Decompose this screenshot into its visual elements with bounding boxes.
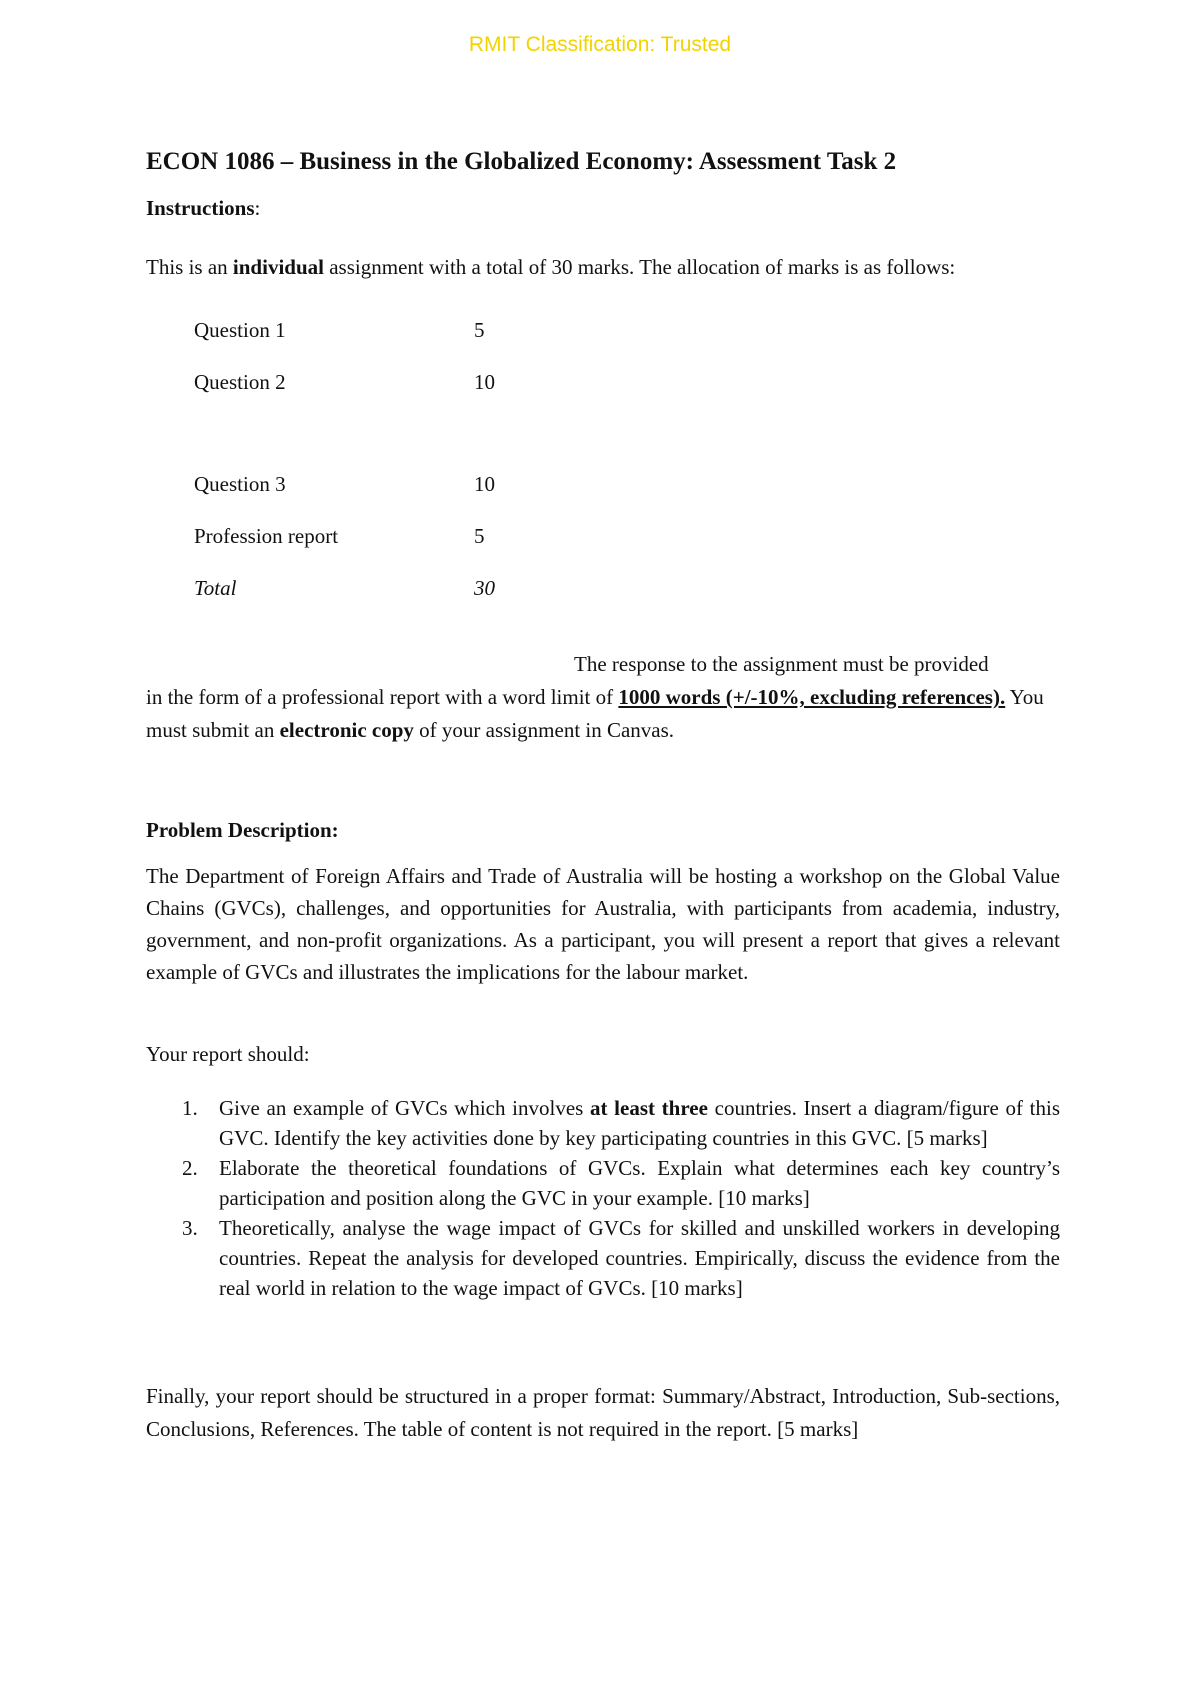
response-text-1: in the form of a professional report with a word limit of: [146, 685, 619, 709]
response-line-1: The response to the assignment must be provided: [574, 652, 989, 676]
document-title: ECON 1086 – Business in the Globalized Economy: Assessment Task 2: [146, 148, 897, 175]
marks-row-label: Question 3: [194, 472, 286, 496]
list-item: [146, 1213, 1060, 1303]
instructions-intro: [146, 252, 1060, 282]
word-limit-text: 1000 words (+/-10%, excluding references).: [618, 685, 1006, 709]
electronic-copy-text: electronic copy: [279, 718, 414, 742]
intro-text-post: assignment with a total of 30 marks. The allocation of marks is as follows:: [323, 255, 956, 279]
marks-row-label: Question 2: [194, 370, 286, 394]
list-item-text: Elaborate the theoretical foundations of GVCs. Explain what determines each key country’s participation and position along the GVC in your example. [10 marks]: [219, 1156, 1060, 1210]
marks-row-value: 10: [474, 370, 495, 394]
classification-header: RMIT Classification: Trusted: [468, 33, 732, 56]
list-item-text-post: countries. Insert a diagram/figure of this GVC. Identify the key activities done by key participating countries in this GVC. [5 marks]: [219, 1096, 1060, 1150]
marks-row-value: 5: [474, 524, 485, 548]
list-item-number: 3.: [182, 1216, 198, 1240]
list-item-number: 2.: [182, 1156, 198, 1180]
questions-list: [146, 1093, 1060, 1303]
instructions-heading-label: Instructions: [146, 196, 255, 220]
response-instructions: [146, 648, 1060, 747]
marks-row-value: 5: [474, 318, 485, 342]
list-item-text: Give an example of GVCs which involves: [219, 1096, 591, 1120]
final-instructions: Finally, your report should be structured in a proper format: Summary/Abstract, Introduction, Sub-sections, Conclusions, References. The table of content is not required in the report. [5 marks]: [146, 1384, 1060, 1441]
response-text-2: You must submit an: [146, 685, 1044, 742]
marks-total-label: Total: [194, 576, 237, 600]
problem-description-heading: Problem Description:: [146, 818, 339, 842]
report-should-label: Your report should:: [146, 1042, 310, 1066]
intro-text-bold: individual: [232, 255, 324, 279]
list-item-number: 1.: [182, 1096, 198, 1120]
list-item-text: Theoretically, analyse the wage impact of GVCs for skilled and unskilled workers in developing countries. Repeat the analysis for developed countries. Empirically, discuss the evidence from the real world in relation to the wage impact of GVCs. [10 marks]: [219, 1216, 1060, 1300]
list-item-bold: at least three: [590, 1096, 708, 1120]
problem-description-text: The Department of Foreign Affairs and Trade of Australia will be hosting a workshop on the Global Value Chains (GVCs), challenges, and opportunities for Australia, with participants from academia, industry, government, and non-profit organizations. As a participant, you will present a report that gives a relevant example of GVCs and illustrates the implications for the labour market.: [146, 864, 1060, 984]
intro-text-pre: This is an: [146, 255, 233, 279]
marks-row-label: Question 1: [194, 318, 286, 342]
marks-row-value: 10: [474, 472, 495, 496]
list-item: [146, 1093, 1060, 1153]
list-item: [146, 1153, 1060, 1213]
instructions-heading: [146, 196, 260, 221]
instructions-heading-colon: :: [254, 196, 261, 220]
marks-total-value: 30: [474, 576, 495, 600]
marks-row-label: Profession report: [194, 524, 339, 548]
response-text-3: of your assignment in Canvas.: [413, 718, 675, 742]
